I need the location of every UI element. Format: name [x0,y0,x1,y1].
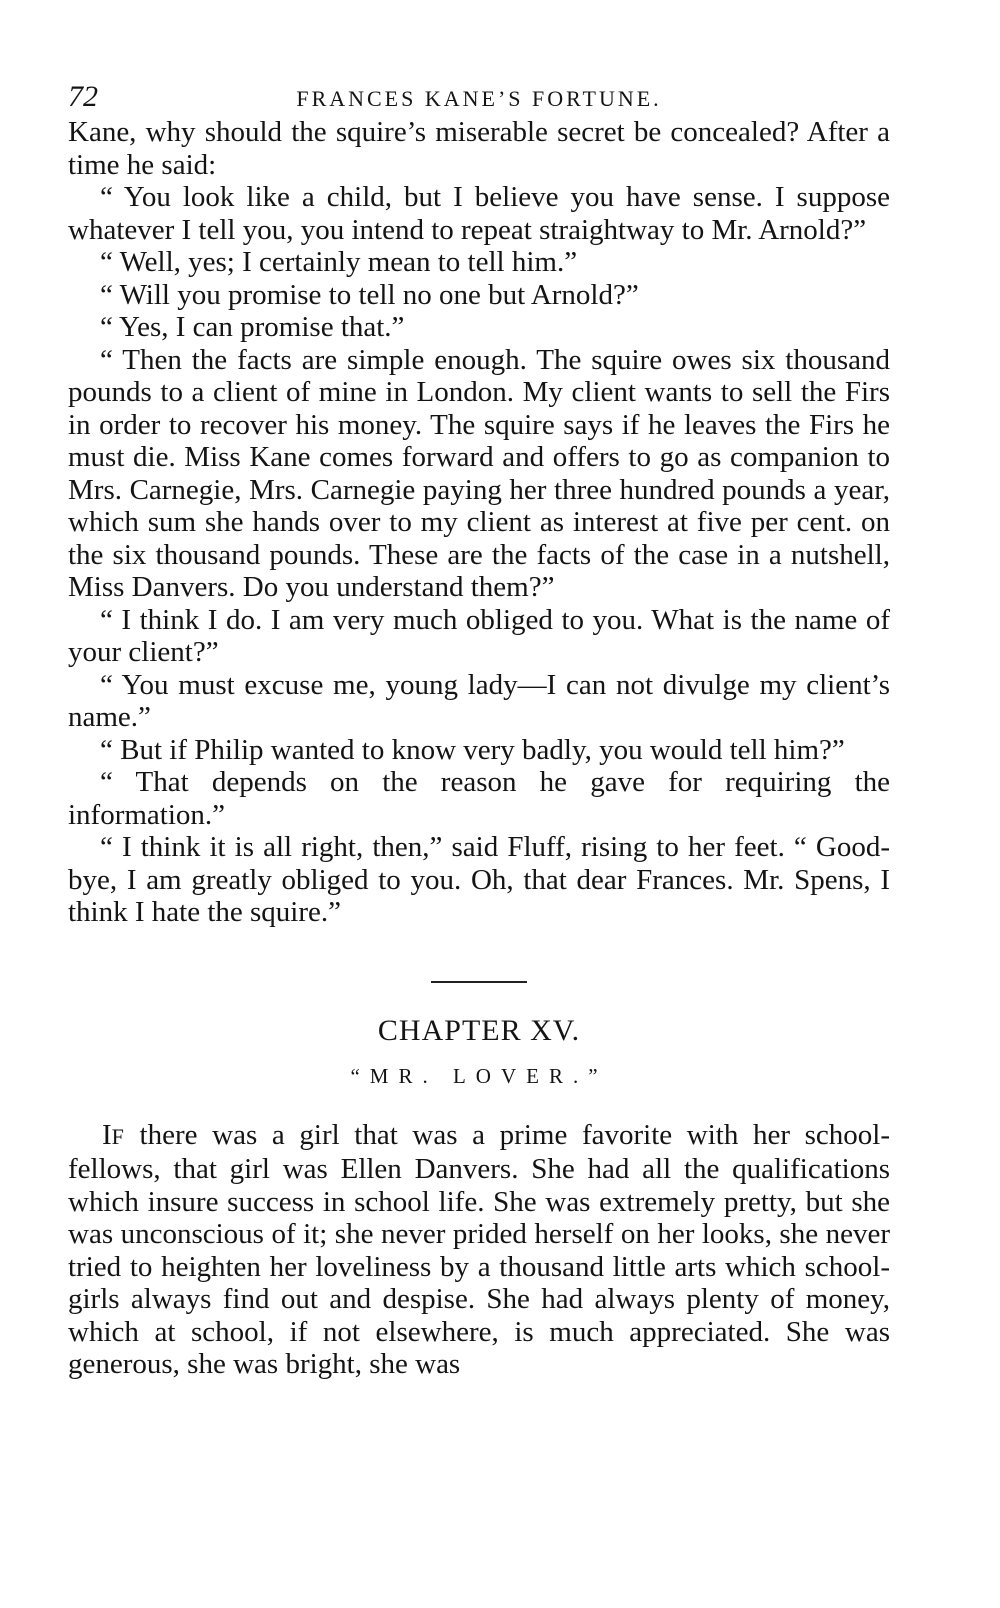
paragraph: Kane, why should the squire’s miserable secret be concealed? After a time he said: [68,116,890,181]
opening-smallcap: F [111,1123,125,1149]
paragraph: “ That depends on the reason he gave for requiring the information.” [68,766,890,831]
paragraph: “ Well, yes; I certainly mean to tell him.” [100,246,578,278]
paragraph: “ You look like a child, but I believe you have sense. I suppose whatever I tell you, you intend to repeat straightway to Mr. Arnold?” [68,181,890,246]
running-title: FRANCES KANE’S FORTUNE. [296,86,662,111]
section-text [68,116,890,929]
paragraph: “ Then the facts are simple enough. The squire owes six thousand pounds to a client of mine in London. My client wants to sell the Firs in order to recover his money. The squire says if he leaves the Firs he must die. Miss Kane comes forward and offers to go as companion to Mrs. Carnegie, Mrs. Carnegie paying her three hundred pounds a year, which sum she hands over to my client as interest at five per cent. on the six thousand pounds. These are the facts of the case in a nutshell, Miss Danvers. Do you understand them?” [68,343,890,603]
paragraph: “ Will you promise to tell no one but Arnold?” [100,278,639,311]
paragraph: “ But if Philip wanted to know very badly, you would tell him?” [100,733,845,766]
opening-text: there was a girl that was a prime favorite with her school-fellows, that girl was Ellen Danvers. She had all the qualifications which insure success in school life. She was extremely pretty, but she was unconscious of it; she never prided herself on her looks, she never tried to heighten her loveliness by a thousand little arts which school-girls always find out and despise. She had always plenty of money, which at school, if not elsewhere, is much appreciated. She was generous, she was bright, she was [68,1118,890,1380]
book-page [68,76,890,1381]
page-number: 72 [68,80,98,113]
paragraph: “ I think I do. I am very much obliged to you. What is the name of your client?” [68,603,890,668]
paragraph: “ You must excuse me, young lady—I can not divulge my client’s name.” [68,668,890,733]
chapter-opening-paragraph [68,1119,890,1381]
opening-initial: I [102,1118,112,1151]
chapter-heading: CHAPTER XV. [377,1013,581,1047]
chapter-subtitle: “MR. LOVER.” [350,1063,608,1088]
running-head [68,76,890,116]
paragraph: “ I think it is all right, then,” said Fluff, rising to her feet. “ Good-bye, I am greatly obliged to you. Oh, that dear Frances. Mr. Spens, I think I hate the squire.” [68,831,890,928]
chapter-text [68,1119,890,1381]
paragraph: “ Yes, I can promise that.” [100,311,405,343]
section-divider [431,981,527,983]
